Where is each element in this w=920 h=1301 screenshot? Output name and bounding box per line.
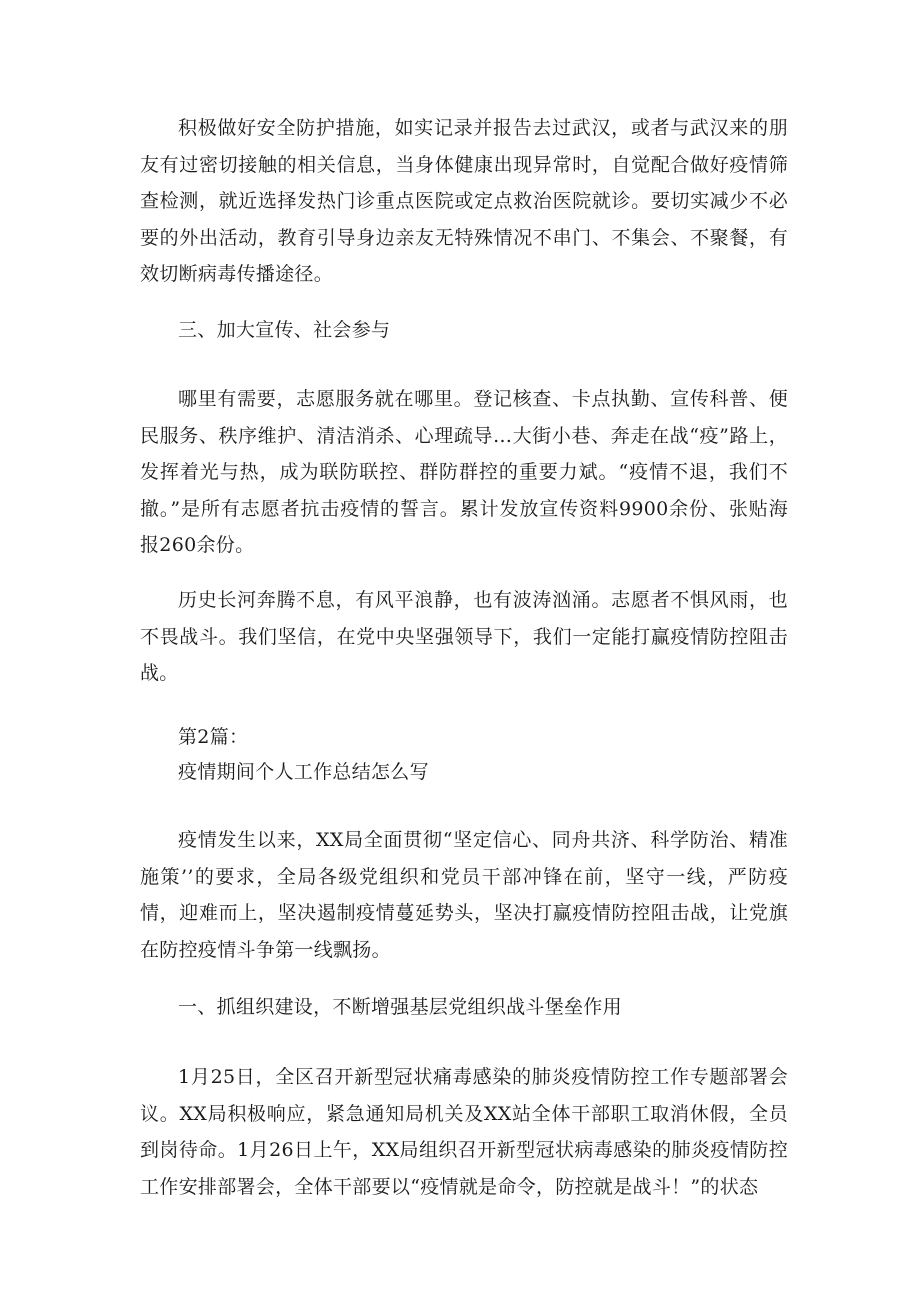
article-number: 第2篇：	[178, 726, 249, 748]
paragraph-history: 历史长河奔腾不息，有风平浪静，也有波涛汹涌。志愿者不惧风雨，也不畏战斗。我们坚信，在党中央坚强领导下，我们一定能打赢疫情防控阻击战。	[140, 589, 788, 684]
paragraph-deployment: 1月25日，全区召开新型冠状痛毒感染的肺炎疫情防控工作专题部署会议。XX局积极响应，紧急通知局机关及XX站全体干部职工取消休假，全员到岗待命。1月26日上午，XX局组织召开新型冠状病毒感染的肺炎疫情防控工作安排部署会，全体干部要以“疫情就是命令，防控就是战斗！”的状态	[140, 1066, 788, 1198]
article-title: 疫情期间个人工作总结怎么写	[178, 761, 429, 783]
paragraph-volunteer-service: 哪里有需要，志愿服务就在哪里。登记核查、卡点执勤、宣传科普、便民服务、秩序维护、清洁消杀、心理疏导…大街小巷、奔走在战“疫”路上，发挥着光与热，成为联防联控、群防群控的重要力斌。“疫情不退，我们不撤。”是所有志愿者抗击疫情的誓言。累计发放宣传资料9900余份、张贴海报260余份。	[140, 388, 788, 556]
paragraph-safety-measures: 积极做好安全防护措施，如实记录并报告去过武汉，或者与武汉来的朋友有过密切接触的相关信息，当身体健康出现异常时，自觉配合做好疫情筛查检测，就近选择发热门诊重点医院或定点救治医院就诊。要切实减少不必要的外出活动，教育引导身边亲友无特殊情况不串门、不集会、不聚餐，有效切断病毒传播途径。	[140, 117, 788, 285]
paragraph-intro: 疫情发生以来，XX局全面贯彻“坚定信心、同舟共济、科学防治、精准施策’’的要求，全局各级党组织和党员干部冲锋在前，坚守一线，严防疫情，迎难而上，坚决遏制疫情蔓延势头，坚决打赢疫情防控阻击战，让党旗在防控疫情斗争第一线飘扬。	[140, 829, 788, 961]
section-heading-organization: 一、抓组织建设，不断增强基层党组织战斗堡垒作用	[178, 996, 622, 1018]
section-heading-publicity: 三、加大宣传、社会参与	[178, 319, 391, 341]
